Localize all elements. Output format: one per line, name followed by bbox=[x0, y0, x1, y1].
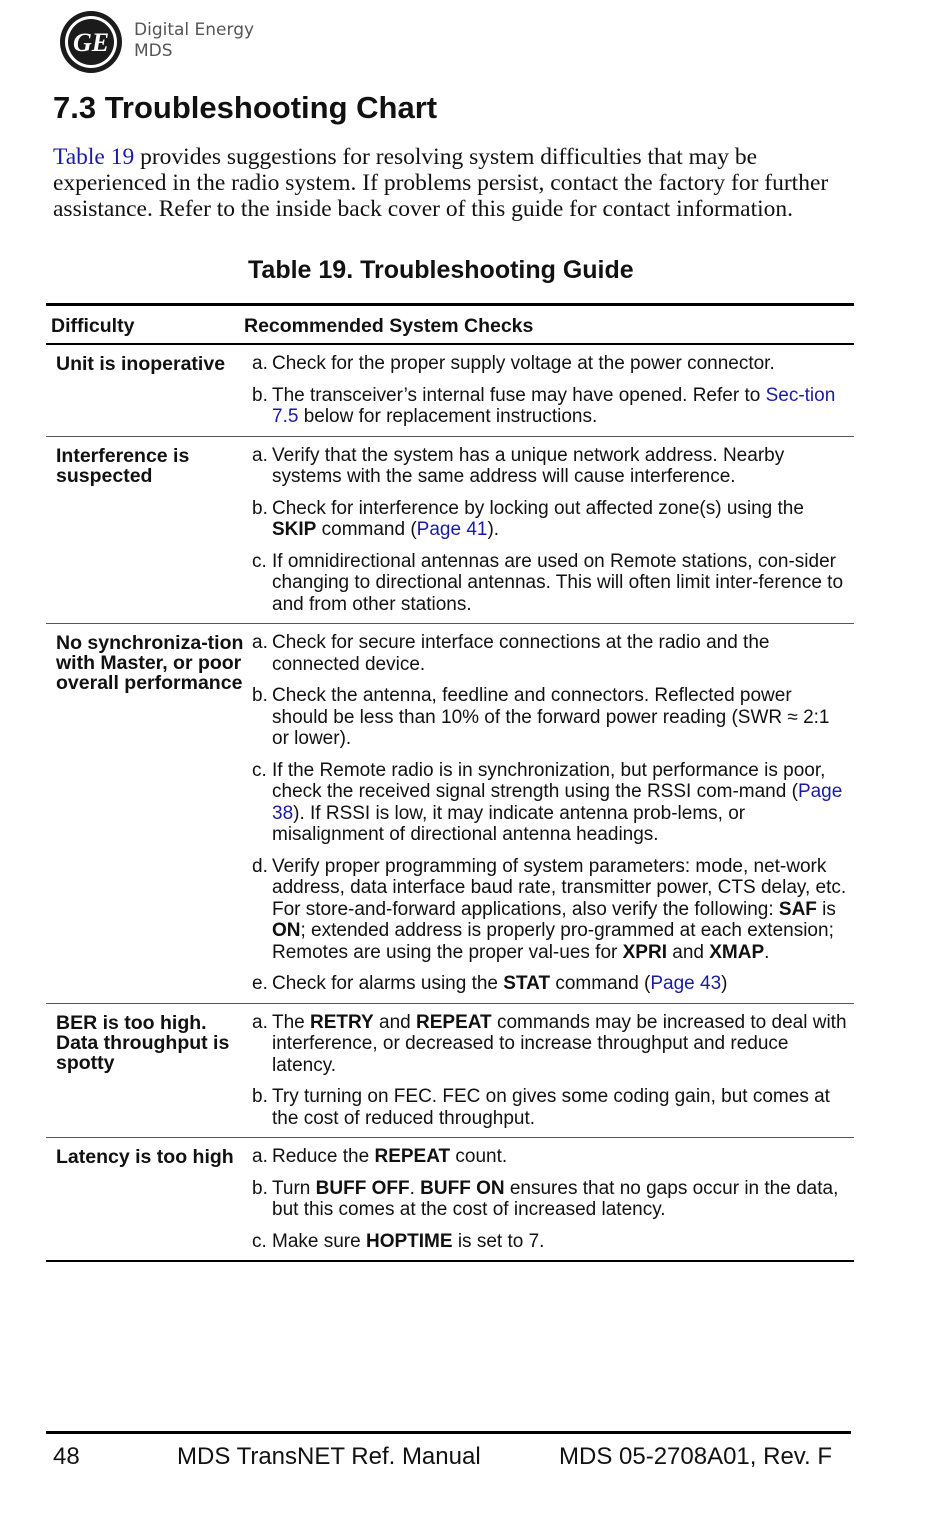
text-segment: The bbox=[272, 1011, 311, 1033]
intro-text: provides suggestions for resolving system difficulties that may be experienced in the radio system. If problems persist, contact the factory for further assistance. Refer to the inside back cover of this guide for contact information. bbox=[53, 144, 829, 222]
check-item-text bbox=[272, 1231, 848, 1253]
cross-reference-link[interactable]: Page 43 bbox=[650, 973, 722, 994]
text-segment: . bbox=[409, 1177, 421, 1199]
check-item bbox=[252, 1231, 848, 1253]
header-difficulty: Difficulty bbox=[51, 315, 135, 337]
table-row bbox=[46, 1003, 854, 1138]
command-keyword: STAT bbox=[503, 973, 551, 994]
svg-text:GE: GE bbox=[72, 28, 110, 57]
troubleshooting-table bbox=[46, 303, 854, 1262]
footer-manual-title: MDS TransNET Ref. Manual bbox=[177, 1443, 481, 1470]
check-item bbox=[252, 445, 848, 488]
text-segment: If omnidirectional antennas are used on Remote stations, con-sider changing to directional antennas. This will often limit inter-ference to and from other stations. bbox=[272, 550, 844, 615]
text-segment: The transceiver’s internal fuse may have opened. Refer to bbox=[272, 384, 766, 406]
checks-cell bbox=[252, 353, 854, 428]
checks-cell bbox=[252, 1012, 854, 1130]
text-segment: Turn bbox=[272, 1177, 316, 1199]
check-item bbox=[252, 1178, 848, 1221]
check-item bbox=[252, 1012, 848, 1077]
difficulty-cell: Latency is too high bbox=[56, 1146, 234, 1168]
table-row bbox=[46, 345, 854, 436]
footer-document-number: MDS 05-2708A01, Rev. F bbox=[559, 1443, 833, 1470]
text-segment: is set to 7. bbox=[452, 1230, 545, 1252]
check-item-label: b. bbox=[252, 384, 268, 406]
check-item-text bbox=[272, 632, 848, 675]
table-header-row bbox=[46, 306, 854, 345]
footer-page-number: 48 bbox=[53, 1443, 80, 1470]
text-segment: Check for the proper supply voltage at the power connector. bbox=[272, 353, 775, 374]
brand-line-1: Digital Energy bbox=[134, 20, 255, 40]
command-keyword: REPEAT bbox=[374, 1146, 451, 1167]
check-item bbox=[252, 551, 848, 616]
check-item-text bbox=[272, 1178, 848, 1221]
text-segment: ). bbox=[487, 519, 500, 540]
check-item-text bbox=[272, 498, 848, 541]
check-item-label: c. bbox=[252, 759, 267, 781]
check-item bbox=[252, 385, 848, 428]
check-item-label: e. bbox=[252, 973, 268, 994]
check-item-label: b. bbox=[252, 497, 268, 519]
ge-logo-icon bbox=[56, 10, 126, 74]
footer-rule bbox=[46, 1431, 851, 1434]
table-row bbox=[46, 1137, 854, 1260]
check-item-label: a. bbox=[252, 444, 268, 466]
check-item-text bbox=[272, 1086, 848, 1129]
check-item-text bbox=[272, 1012, 848, 1077]
check-item-text bbox=[272, 445, 848, 488]
check-item-text bbox=[272, 760, 848, 846]
check-item-label: c. bbox=[252, 1230, 267, 1252]
text-segment: Check for secure interface connections at the radio and the connected device. bbox=[272, 632, 770, 675]
text-segment: below for replacement instructions. bbox=[298, 406, 598, 427]
header-recommended-checks: Recommended System Checks bbox=[244, 315, 534, 337]
check-item-label: d. bbox=[252, 855, 268, 877]
cross-reference-link[interactable]: Sec-tion 7.5 bbox=[272, 384, 836, 427]
brand-name bbox=[134, 20, 254, 62]
check-item bbox=[252, 856, 848, 964]
check-item-text bbox=[272, 1146, 848, 1168]
text-segment: ensures that no gaps occur in the data, but this comes at the cost of increased latency. bbox=[272, 1177, 839, 1220]
text-segment: ) bbox=[721, 973, 728, 994]
table-body bbox=[46, 345, 854, 1260]
text-segment: is bbox=[816, 898, 836, 920]
intro-paragraph bbox=[53, 144, 853, 222]
section-title: 7.3 Troubleshooting Chart bbox=[53, 90, 438, 125]
text-segment: and bbox=[666, 941, 710, 963]
text-segment: and bbox=[373, 1011, 416, 1033]
checks-cell bbox=[252, 445, 854, 616]
check-item-text bbox=[272, 685, 848, 750]
text-segment: Check for interference by locking out affected zone(s) using the bbox=[272, 497, 804, 519]
check-item-text bbox=[272, 385, 848, 428]
check-item-text bbox=[272, 856, 848, 964]
text-segment: count. bbox=[450, 1146, 508, 1167]
check-item bbox=[252, 973, 848, 995]
brand-line-2: MDS bbox=[134, 41, 173, 61]
text-segment: If the Remote radio is in synchronization, but performance is poor, check the received signal strength using the RSSI com-mand ( bbox=[272, 759, 826, 802]
command-keyword: SKIP bbox=[272, 519, 317, 540]
cross-reference-link[interactable]: Page 38 bbox=[272, 781, 843, 824]
text-segment: Reduce the bbox=[272, 1146, 375, 1167]
text-segment: Check for alarms using the bbox=[272, 973, 504, 994]
check-item-label: a. bbox=[252, 1146, 268, 1167]
check-item-label: a. bbox=[252, 632, 268, 653]
check-item bbox=[252, 498, 848, 541]
command-keyword: BUFF ON bbox=[420, 1177, 505, 1199]
text-segment: Check the antenna, feedline and connectors. Reflected power should be less than 10% of the forward power reading (SWR ≈ 2:1 or lower). bbox=[272, 685, 830, 749]
command-keyword: REPEAT bbox=[416, 1011, 492, 1033]
command-keyword: XPRI bbox=[622, 941, 667, 963]
check-item bbox=[252, 1086, 848, 1129]
text-segment: Verify proper programming of system parameters: mode, net-work address, data interface baud rate, transmitter power, CTS delay, etc. For store-and-forward applications, also verify the following: bbox=[272, 855, 847, 920]
table-caption: Table 19. Troubleshooting Guide bbox=[248, 256, 634, 284]
text-segment: commands may be increased to deal with interference, or decreased to increase throughput and reduce latency. bbox=[272, 1011, 847, 1076]
command-keyword: BUFF OFF bbox=[315, 1177, 410, 1199]
text-segment: ; extended address is properly pro-grammed at each extension; Remotes are using the proper val-ues for bbox=[272, 920, 834, 963]
command-keyword: ON bbox=[272, 920, 301, 941]
difficulty-cell: Interference is suspected bbox=[56, 444, 190, 487]
command-keyword: RETRY bbox=[310, 1011, 374, 1033]
check-item bbox=[252, 1146, 848, 1168]
difficulty-cell: No synchroniza-tion with Master, or poor overall performance bbox=[56, 632, 244, 694]
check-item-label: b. bbox=[252, 1177, 268, 1199]
text-segment: Verify that the system has a unique network address. Nearby systems with the same address will cause interference. bbox=[272, 444, 785, 487]
checks-cell bbox=[252, 1146, 854, 1252]
check-item-text bbox=[272, 551, 848, 616]
command-keyword: SAF bbox=[778, 898, 817, 920]
check-item bbox=[252, 685, 848, 750]
text-segment: Make sure bbox=[272, 1230, 366, 1252]
table-row bbox=[46, 623, 854, 1003]
difficulty-cell: BER is too high. Data throughput is spotty bbox=[56, 1011, 230, 1074]
table-19-link[interactable]: Table 19 bbox=[53, 144, 135, 170]
cross-reference-link[interactable]: Page 41 bbox=[416, 519, 488, 540]
check-item-text bbox=[272, 973, 848, 995]
checks-cell bbox=[252, 632, 854, 995]
text-segment: . bbox=[764, 941, 770, 963]
check-item-text bbox=[272, 353, 848, 375]
text-segment: command ( bbox=[316, 519, 417, 540]
command-keyword: HOPTIME bbox=[365, 1230, 453, 1252]
check-item bbox=[252, 760, 848, 846]
check-item bbox=[252, 632, 848, 675]
table-row bbox=[46, 436, 854, 624]
check-item-label: b. bbox=[252, 1086, 268, 1107]
check-item-label: a. bbox=[252, 1011, 268, 1033]
text-segment: command ( bbox=[550, 973, 651, 994]
check-item-label: b. bbox=[252, 685, 268, 706]
command-keyword: XMAP bbox=[709, 941, 765, 963]
check-item-label: a. bbox=[252, 353, 268, 374]
difficulty-cell: Unit is inoperative bbox=[56, 353, 226, 375]
check-item-label: c. bbox=[252, 550, 267, 572]
text-segment: Try turning on FEC. FEC on gives some coding gain, but comes at the cost of reduced throughput. bbox=[272, 1086, 830, 1129]
text-segment: ). If RSSI is low, it may indicate antenna prob-lems, or misalignment of directional antenna headings. bbox=[272, 802, 746, 845]
check-item bbox=[252, 353, 848, 375]
